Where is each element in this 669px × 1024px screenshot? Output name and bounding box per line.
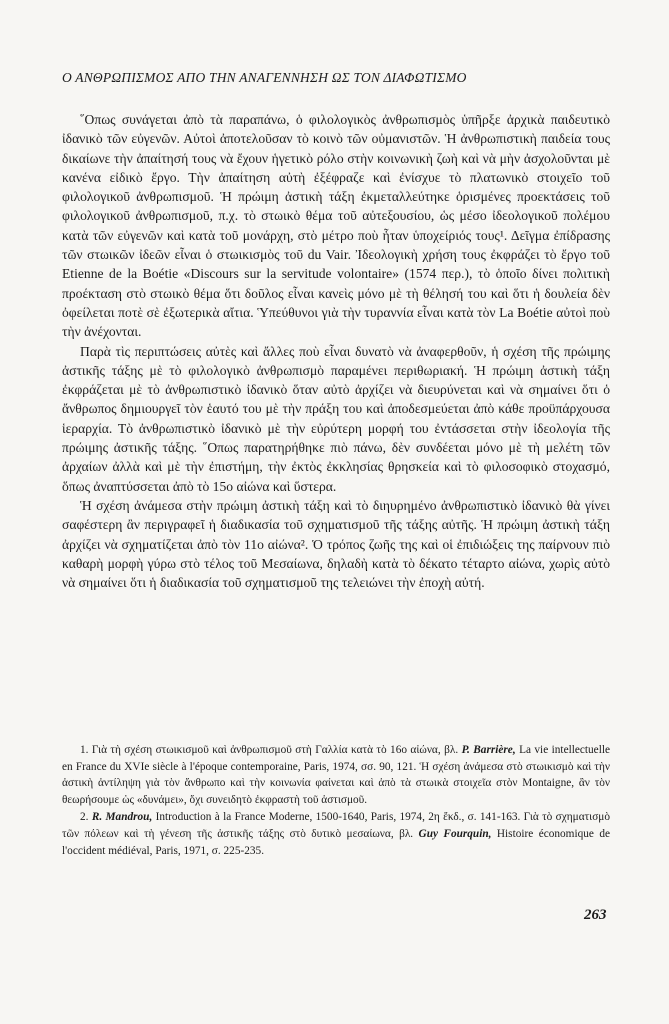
page-number: 263: [584, 907, 607, 923]
footnote-2-post: Histoire économique de l'occident médiéval, Paris, 1971, σ. 225-235.: [62, 827, 610, 857]
footnotes: [62, 742, 610, 860]
footnote-1-post: La vie intellectuelle en France du XVIe siècle à l'époque contemporaine, Paris, 1974, σσ. 90, 121. Ἡ σχέση ἀνάμεσα στὸ στωικισμὸ καὶ τὴν ἀστικὴ ἀντίληψη γιὰ τὸν ἄνθρωπο καὶ τὴν κοινωνία φαίνεται καὶ ἀπὸ τὰ στωικὰ στοιχεῖα στὸν Montaigne, ἂν τὸν θεωρήσουμε ὡς «δυνάμει», ὄχι συνειδητὸ ἐκφραστὴ τοῦ ἀστισμοῦ.: [62, 744, 610, 806]
footnote-1-author: P. Barrière,: [461, 744, 516, 756]
footnote-2-pre: 2.: [80, 811, 92, 824]
body-text: [62, 110, 610, 592]
footnote-2: [62, 809, 610, 859]
footnote-1: [62, 742, 610, 808]
footnote-2-author-b: Guy Fourquin,: [418, 827, 492, 840]
running-title: Ο ΑΝΘΡΩΠΙΣΜΟΣ ΑΠΟ ΤΗΝ ΑΝΑΓΕΝΝΗΣΗ ΩΣ ΤΟΝ ΔΙΑΦΩΤΙΣΜΟ: [62, 70, 467, 85]
paragraph-1: ῞Οπως συνάγεται ἀπὸ τὰ παραπάνω, ὁ φιλολογικὸς ἀνθρωπισμὸς ὑπῆρξε ἀρχικὰ παιδευτικὸ ἰδανικὸ τῶν εὐγενῶν. Αὐτοὶ ἀποτελοῦσαν τὸ κοινὸ τῶν οὐμανιστῶν. Ἡ ἀνθρωπιστικὴ παιδεία τους δικαίωνε τὴν ἀπαίτησή τους νὰ ἔχουν ἡγετικὸ ρόλο στὴν κοινωνικὴ ζωὴ καὶ νὰ μὴν ἀσχολοῦνται μὲ κανένα εἰδικὸ ἔργο. Τὴν ἀπαίτηση αὐτὴ ἐξέφραζε καὶ ἐνίσχυε τὸ πλατωνικὸ στοιχεῖο τοῦ φιλολογικοῦ ἀνθρωπισμοῦ. Ἡ πρώιμη ἀστικὴ τάξη ἐκμεταλλεύτηκε ὁρισμένες προεκτάσεις τοῦ φιλολογικοῦ ἀνθρωπισμοῦ, π.χ. τὸ στωικὸ θέμα τοῦ αὐτεξουσίου, ὡς μέσο ἰδεολογικοῦ πολέμου κατὰ τῶν εὐγενῶν καὶ κατὰ τοῦ μονάρχη, στὸ μέτρο ποὺ ἦταν ὑποχείριός τους¹. Δεῖγμα ἐπίδρασης τῶν στωικῶν ἰδεῶν εἶναι ὁ στωικισμὸς τοῦ du Vair. Ἰδεολογικὴ χρήση τους ἐκφράζει τὸ ἔργο τοῦ Etienne de la Boétie «Discours sur la servitude volontaire» (1574 περ.), τὸ ὁποῖο δίνει πολιτικὴ προέκταση στὸ στωικὸ θέμα ὅτι δοῦλος εἶναι κανεὶς μόνο μὲ τὴ θέλησή του καὶ ὅτι ἡ δουλεία δὲν ὀφείλεται ποτὲ σὲ ἐξωτερικὰ αἴτια. Ὑπεύθυνοι γιὰ τὴν τυραννία εἶναι κατὰ τὸν La Boétie αὐτοὶ ποὺ τὴν ἀνέχονται.: [62, 112, 610, 340]
paragraph-3: Ἡ σχέση ἀνάμεσα στὴν πρώιμη ἀστικὴ τάξη καὶ τὸ διηυρημένο ἀνθρωπιστικὸ ἰδανικὸ θὰ γίνει σαφέστερη ἂν περιγραφεῖ ἡ διαδικασία τοῦ σχηματισμοῦ τῆς τάξης αὐτῆς. Ἡ πρώιμη ἀστικὴ τάξη ἀρχίζει νὰ σχηματίζεται ἀπὸ τὸν 11ο αἰώνα². Ὁ τρόπος ζωῆς της καὶ οἱ ἐπιδιώξεις της παίρνουν πιὸ καθαρὴ μορφὴ γύρω στὸ τέλος τοῦ Μεσαίωνα, δηλαδὴ κατὰ τὸ δέκατο τέταρτο αἰώνα, χωρὶς αὐτὸ νὰ σημαίνει ὅτι ἡ διαδικασία τοῦ σχηματισμοῦ της τελειώνει τὴν ἐποχὴ αὐτή.: [62, 497, 610, 591]
footnote-2-mid: Introduction à la France Moderne, 1500-1640, Paris, 1974, 2η ἔκδ., σ. 141-163. Γιὰ τὸ σχηματισμὸ τῶν πόλεων καὶ τὴ γένεση τῆς ἀστικῆς τάξης στὸ δυτικὸ μεσαίωνα, βλ.: [62, 811, 610, 840]
paragraph-2: Παρὰ τὶς περιπτώσεις αὐτὲς καὶ ἄλλες ποὺ εἶναι δυνατὸ νὰ ἀναφερθοῦν, ἡ σχέση τῆς πρώιμης ἀστικῆς τάξης μὲ τὸ φιλολογικὸ ἀνθρωπισμὸ παραμένει περιθωριακή. Ἡ πρώιμη ἀστικὴ τάξη ἐκφράζεται μὲ τὸ ἀνθρωπιστικὸ ἰδανικὸ ὅταν αὐτὸ ἀρχίζει νὰ διευρύνεται καὶ νὰ σημαίνει ὅτι ὁ ἄνθρωπος δημιουργεῖ τὸν ἑαυτό του μὲ τὴν πράξη του καὶ ἀποδεσμεύεται ἀπὸ κάθε προϋπάρχουσα ἱεραρχία. Τὸ ἀνθρωπιστικὸ ἰδανικὸ μὲ τὴν εὐρύτερη μορφή του ἐντάσσεται στὴν ἰδεολογία τῆς πρώιμης ἀστικῆς τάξης. ῞Οπως παρατηρήθηκε πιὸ πάνω, δὲν συνδέεται μόνο μὲ τὴ μελέτη τῶν ἀρχαίων ἀλλὰ καὶ μὲ τὴν ἐπιστήμη, τὴν ἐκτὸς ἐκκλησίας θρησκεία καὶ τὸ φιλοσοφικὸ στοχασμό, ὅπως ἀναπτύσσεται ἀπὸ τὸ 15ο αἰώνα καὶ ὕστερα.: [62, 343, 610, 494]
footnote-2-author-a: R. Mandrou,: [91, 811, 153, 824]
footnote-1-pre: 1. Γιὰ τὴ σχέση στωικισμοῦ καὶ ἀνθρωπισμοῦ στὴ Γαλλία κατὰ τὸ 16ο αἰώνα, βλ.: [80, 744, 462, 756]
